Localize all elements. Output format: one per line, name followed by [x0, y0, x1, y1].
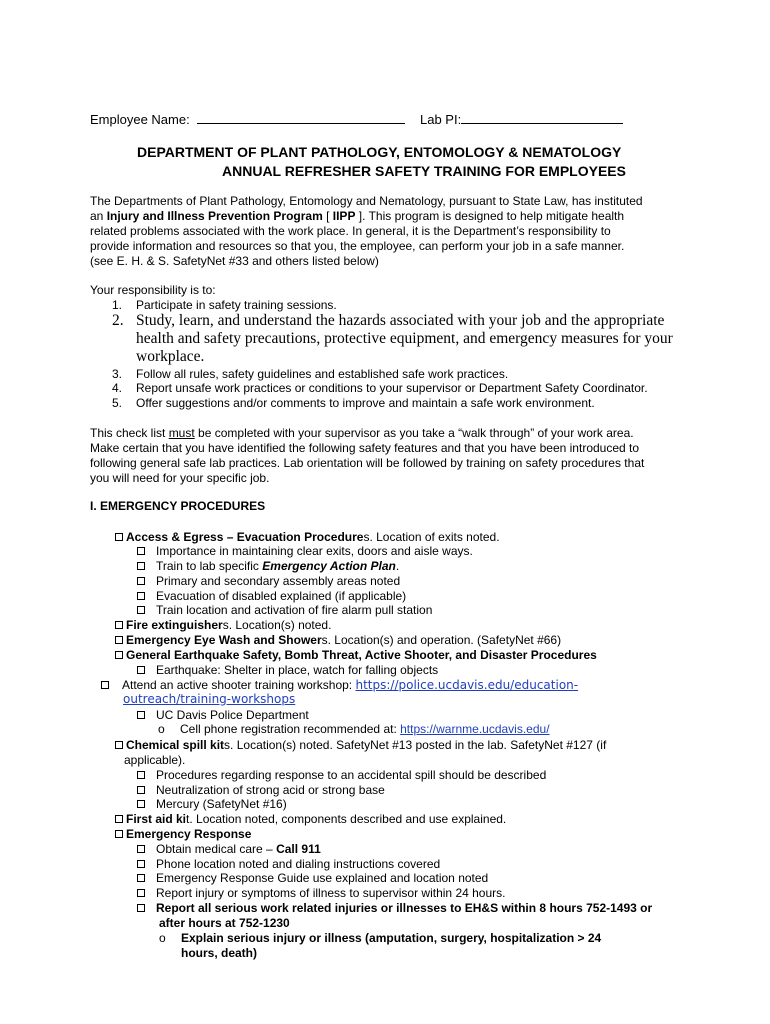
- text: an: [90, 209, 107, 223]
- item-text: Mercury (SafetyNet #16): [156, 797, 287, 811]
- text: be completed with your supervisor as you take a “walk through” of your work area.: [194, 426, 634, 440]
- checkbox[interactable]: [137, 845, 145, 853]
- training-workshop-link[interactable]: https://police.ucdavis.edu/education-: [355, 678, 579, 692]
- training-workshop-link[interactable]: outreach/training-workshops: [123, 692, 296, 706]
- list-item-text: health and safety precautions, protective equipment, and emergency measures for your: [136, 330, 673, 347]
- call-911: Call 911: [276, 842, 321, 856]
- sub-checklist-item: [137, 544, 473, 559]
- item-text: Report all serious work related injuries or illnesses to EH&S within 8 hours 752-1493 or: [156, 901, 653, 915]
- sub-checklist-item: [137, 783, 385, 798]
- sub-sub-item: [159, 931, 601, 946]
- item-text: t. Location noted, components described and use explained.: [186, 812, 507, 826]
- item-title: First aid ki: [126, 812, 187, 826]
- circle-bullet-icon: o: [158, 722, 165, 736]
- item-text: Phone location noted and dialing instructions covered: [156, 857, 441, 871]
- item-text: s. Location of exits noted.: [363, 530, 500, 544]
- intro-line: (see E. H. & S. SafetyNet #33 and others listed below): [90, 254, 379, 268]
- intro-line: The Departments of Plant Pathology, Entomology and Nematology, pursuant to State Law, has instituted: [90, 194, 643, 208]
- checklist-item-eyewash: [115, 633, 561, 648]
- checklist-item-fire: [115, 618, 331, 633]
- checkbox[interactable]: [137, 577, 145, 585]
- item-text: Primary and secondary assembly areas noted: [156, 574, 401, 588]
- item-text: hours, death): [181, 946, 258, 960]
- sub-checklist-item: [137, 589, 406, 604]
- item-text: s. Location(s) noted.: [222, 618, 332, 632]
- intro-line: related problems associated with the work place. In general, it is the Department’s responsibility to: [90, 224, 611, 238]
- emergency-action-plan: Emergency Action Plan: [262, 559, 396, 573]
- item-text: applicable).: [124, 753, 186, 767]
- list-item-text: workplace.: [136, 348, 205, 365]
- item-text: Obtain medical care –: [156, 842, 277, 856]
- sub-checklist-item: [137, 901, 652, 916]
- employee-name-row: [90, 110, 405, 127]
- item-title: General Earthquake Safety, Bomb Threat, Active Shooter, and Disaster Procedures: [126, 648, 597, 662]
- item-text: s. Location(s) noted. SafetyNet #13 posted in the lab. SafetyNet #127 (if: [224, 738, 607, 752]
- lab-pi-field[interactable]: [461, 110, 623, 124]
- employee-name-label: Employee Name:: [90, 112, 190, 127]
- checkbox[interactable]: [115, 651, 123, 659]
- responsibility-heading: Your responsibility is to:: [90, 283, 216, 297]
- checkbox[interactable]: [137, 592, 145, 600]
- must-emphasis: must: [168, 426, 195, 440]
- sub-checklist-item: [137, 574, 400, 589]
- sub-checklist-item: [137, 603, 432, 618]
- iipp-abbr: IIPP: [332, 209, 356, 223]
- checkbox[interactable]: [137, 771, 145, 779]
- sub-checklist-item: [137, 797, 287, 812]
- sub-checklist-item: [137, 708, 309, 723]
- sub-checklist-item: [137, 857, 440, 872]
- item-title: Chemical spill kit: [126, 738, 225, 752]
- checkbox[interactable]: [137, 800, 145, 808]
- title-line-1: DEPARTMENT OF PLANT PATHOLOGY, ENTOMOLOGY & NEMATOLOGY: [137, 144, 622, 160]
- sub-checklist-item: [137, 842, 321, 857]
- circle-bullet-icon: o: [159, 931, 166, 945]
- item-number: 1.: [112, 298, 123, 312]
- checkbox[interactable]: [115, 533, 123, 541]
- item-title: Fire extinguisher: [126, 618, 223, 632]
- employee-name-field[interactable]: [197, 110, 405, 124]
- checkbox[interactable]: [137, 889, 145, 897]
- intro-line: following general safe lab practices. Lab orientation will be followed by training on safety procedures that: [90, 456, 645, 470]
- item-text: Explain serious injury or illness (amputation, surgery, hospitalization > 24: [181, 931, 602, 945]
- checkbox[interactable]: [115, 741, 123, 749]
- sub-checklist-item: [137, 886, 505, 901]
- checkbox[interactable]: [137, 606, 145, 614]
- item-text: Emergency Response Guide use explained and location noted: [156, 871, 489, 885]
- checklist-item-active-shooter: [101, 678, 578, 693]
- text: This check list: [90, 426, 169, 440]
- checkbox[interactable]: [137, 562, 145, 570]
- list-item-text: Follow all rules, safety guidelines and established safe work practices.: [136, 367, 509, 381]
- item-number: 2.: [112, 312, 124, 329]
- checklist-item-access: [115, 530, 500, 545]
- item-title: Emergency Eye Wash and Shower: [126, 633, 322, 647]
- item-text: Train to lab specific: [156, 559, 263, 573]
- section-heading: I. EMERGENCY PROCEDURES: [90, 499, 266, 513]
- item-title: Emergency Response: [126, 827, 252, 841]
- iipp-name: Injury and Illness Prevention Program: [106, 209, 323, 223]
- sub-checklist-item: [137, 559, 399, 574]
- item-title: Access & Egress – Evacuation Procedure: [126, 530, 364, 544]
- intro-line: Make certain that you have identified the following safety features and that you have been introduced to: [90, 441, 640, 455]
- item-text: Report injury or symptoms of illness to supervisor within 24 hours.: [156, 886, 506, 900]
- text: [: [322, 209, 333, 223]
- sub-sub-item: [158, 722, 550, 737]
- sub-checklist-item: [137, 871, 488, 886]
- intro-line: provide information and resources so that you, the employee, can perform your job in a safe manner.: [90, 239, 625, 253]
- item-text: after hours at 752-1230: [159, 916, 290, 930]
- item-text: UC Davis Police Department: [156, 708, 309, 722]
- lab-pi-label: Lab PI:: [420, 112, 462, 127]
- checkbox[interactable]: [115, 815, 123, 823]
- checklist-item-emergency-response: [115, 827, 251, 842]
- intro-line: [90, 426, 634, 441]
- list-item-text: Report unsafe work practices or conditions to your supervisor or Department Safety Coordinator.: [136, 381, 648, 395]
- checkbox[interactable]: [115, 636, 123, 644]
- item-text: .: [395, 559, 400, 573]
- checkbox[interactable]: [137, 874, 145, 882]
- warnme-link[interactable]: https://warnme.ucdavis.edu/: [400, 722, 550, 736]
- checklist-item-disaster: [115, 648, 597, 663]
- checkbox[interactable]: [137, 666, 145, 674]
- lab-pi-row: [420, 110, 623, 127]
- link-continuation: [123, 692, 295, 706]
- title-line-2: ANNUAL REFRESHER SAFETY TRAINING FOR EMPLOYEES: [222, 163, 626, 179]
- checkbox[interactable]: [137, 711, 145, 719]
- item-text: Cell phone registration recommended at:: [180, 722, 401, 736]
- checklist-item-first-aid: [115, 812, 506, 827]
- intro-line: [90, 209, 624, 224]
- item-text: Attend an active shooter training workshop:: [122, 678, 356, 692]
- checkbox[interactable]: [137, 547, 145, 555]
- list-item-text: Study, learn, and understand the hazards associated with your job and the appropriate: [136, 312, 665, 329]
- item-number: 3.: [112, 367, 123, 381]
- checkbox[interactable]: [101, 681, 109, 689]
- checklist-item-chem-spill: [115, 738, 606, 753]
- item-text: Procedures regarding response to an accidental spill should be described: [156, 768, 547, 782]
- checkbox[interactable]: [137, 860, 145, 868]
- text: ]. This program is designed to help mitigate health: [355, 209, 625, 223]
- item-number: 4.: [112, 381, 123, 395]
- list-item-text: Offer suggestions and/or comments to improve and maintain a safe work environment.: [136, 396, 595, 410]
- sub-checklist-item: [137, 663, 438, 678]
- item-text: Earthquake: Shelter in place, watch for falling objects: [156, 663, 439, 677]
- item-text: s. Location(s) and operation. (SafetyNet #66): [321, 633, 562, 647]
- checkbox[interactable]: [137, 904, 145, 912]
- checkbox[interactable]: [137, 786, 145, 794]
- item-text: Evacuation of disabled explained (if applicable): [156, 589, 407, 603]
- item-number: 5.: [112, 396, 123, 410]
- item-text: Train location and activation of fire alarm pull station: [156, 603, 433, 617]
- intro-line: you will need for your specific job.: [90, 471, 270, 485]
- checkbox[interactable]: [115, 621, 123, 629]
- sub-checklist-item: [137, 768, 546, 783]
- item-text: Neutralization of strong acid or strong base: [156, 783, 385, 797]
- list-item: [112, 298, 122, 313]
- checkbox[interactable]: [115, 830, 123, 838]
- list-item-text: Participate in safety training sessions.: [136, 298, 337, 312]
- item-text: Importance in maintaining clear exits, doors and aisle ways.: [156, 544, 473, 558]
